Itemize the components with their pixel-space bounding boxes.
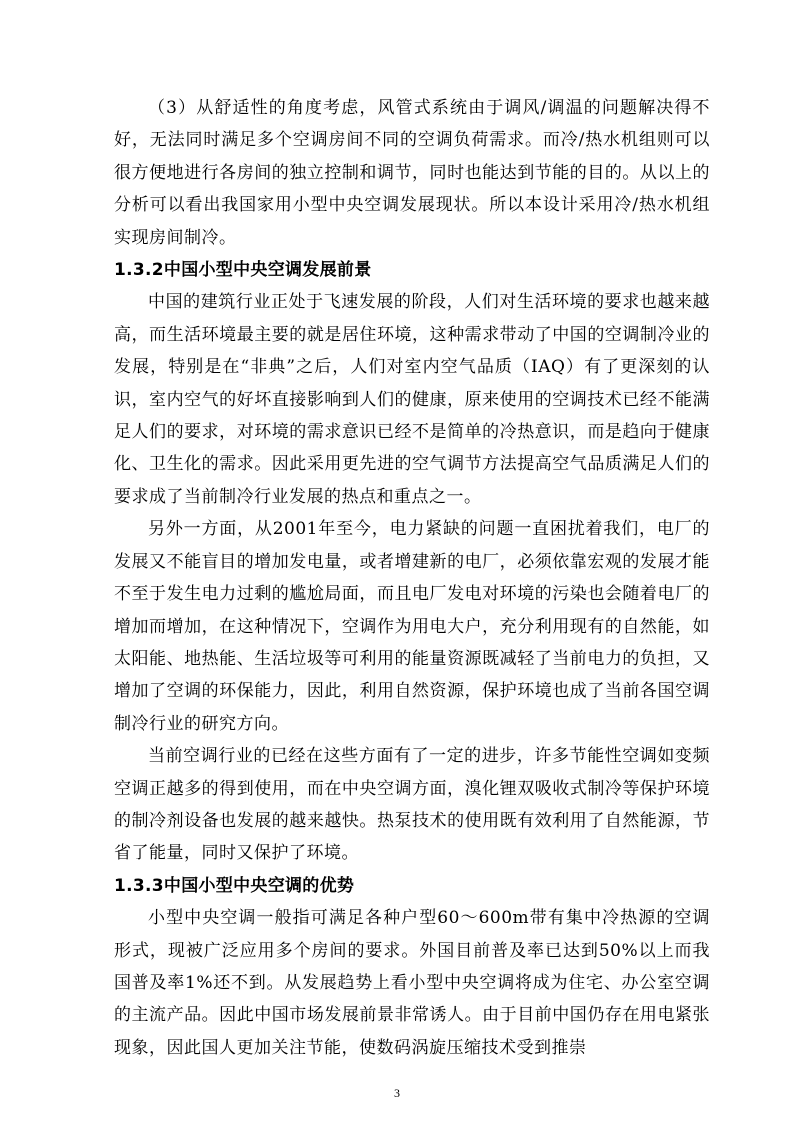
paragraph-comfort: （3）从舒适性的角度考虑，风管式系统由于调风/调温的问题解决得不好，无法同时满足多个空调房间不同的空调负荷需求。而冷/热水机组则可以很方便地进行各房间的独立控制和调节，同时也能达到节能的目的。从以上的分析可以看出我国家用小型中央空调发展现状。所以本设计采用冷/热水机组实现房间制冷。 (114, 98, 710, 248)
section-heading-1-3-2: 1.3.2中国小型中央空调发展前景 (114, 260, 372, 281)
page-number: 3 (394, 1086, 400, 1100)
paragraph-prospect-1: 中国的建筑行业正处于飞速发展的阶段，人们对生活环境的要求也越来越高，而生活环境最主要的就是居住环境，这种需求带动了中国的空调制冷业的发展，特别是在“非典”之后，人们对室内空气品质（IAQ）有了更深刻的认识，室内空气的好坏直接影响到人们的健康，原来使用的空调技术已经不能满足人们的要求，对环境的需求意识已经不是简单的冷热意识，而是趋向于健康化、卫生化的需求。因此采用更先进的空气调节方法提高空气品质满足人们的要求成了当前制冷行业发展的热点和重点之一。 (114, 292, 710, 507)
paragraph-prospect-2: 另外一方面，从2001年至今，电力紧缺的问题一直困扰着我们，电厂的发展又不能盲目的增加发电量，或者增建新的电厂，必须依靠宏观的发展才能不至于发生电力过剩的尴尬局面，而且电厂发电对环境的污染也会随着电厂的增加而增加，在这种情况下，空调作为用电大户，充分利用现有的自然能，如太阳能、地热能、生活垃圾等可利用的能量资源既减轻了当前电力的负担，又增加了空调的环保能力，因此，利用自然资源，保护环境也成了当前各国空调制冷行业的研究方向。 (114, 519, 710, 734)
section-heading-1-3-3: 1.3.3中国小型中央空调的优势 (114, 875, 355, 896)
document-body (114, 92, 710, 1064)
paragraph-advantage-1: 小型中央空调一般指可满足各种户型60～600m带有集中冷热源的空调形式，现被广泛应用多个房间的要求。外国目前普及率已达到50%以上而我国普及率1%还不到。从发展趋势上看小型中央空调将成为住宅、办公室空调的主流产品。因此中国市场发展前景非常诱人。由于目前中国仍存在用电紧张现象，因此国人更加关注节能，使数码涡旋压缩技术受到推崇 (114, 908, 710, 1058)
paragraph-prospect-3: 当前空调行业的已经在这些方面有了一定的进步，许多节能性空调如变频空调正越多的得到使用，而在中央空调方面，溴化锂双吸收式制冷等保护环境的制冷剂设备也发展的越来越快。热泵技术的使用既有效利用了自然能源，节省了能量，同时又保护了环境。 (114, 746, 710, 864)
